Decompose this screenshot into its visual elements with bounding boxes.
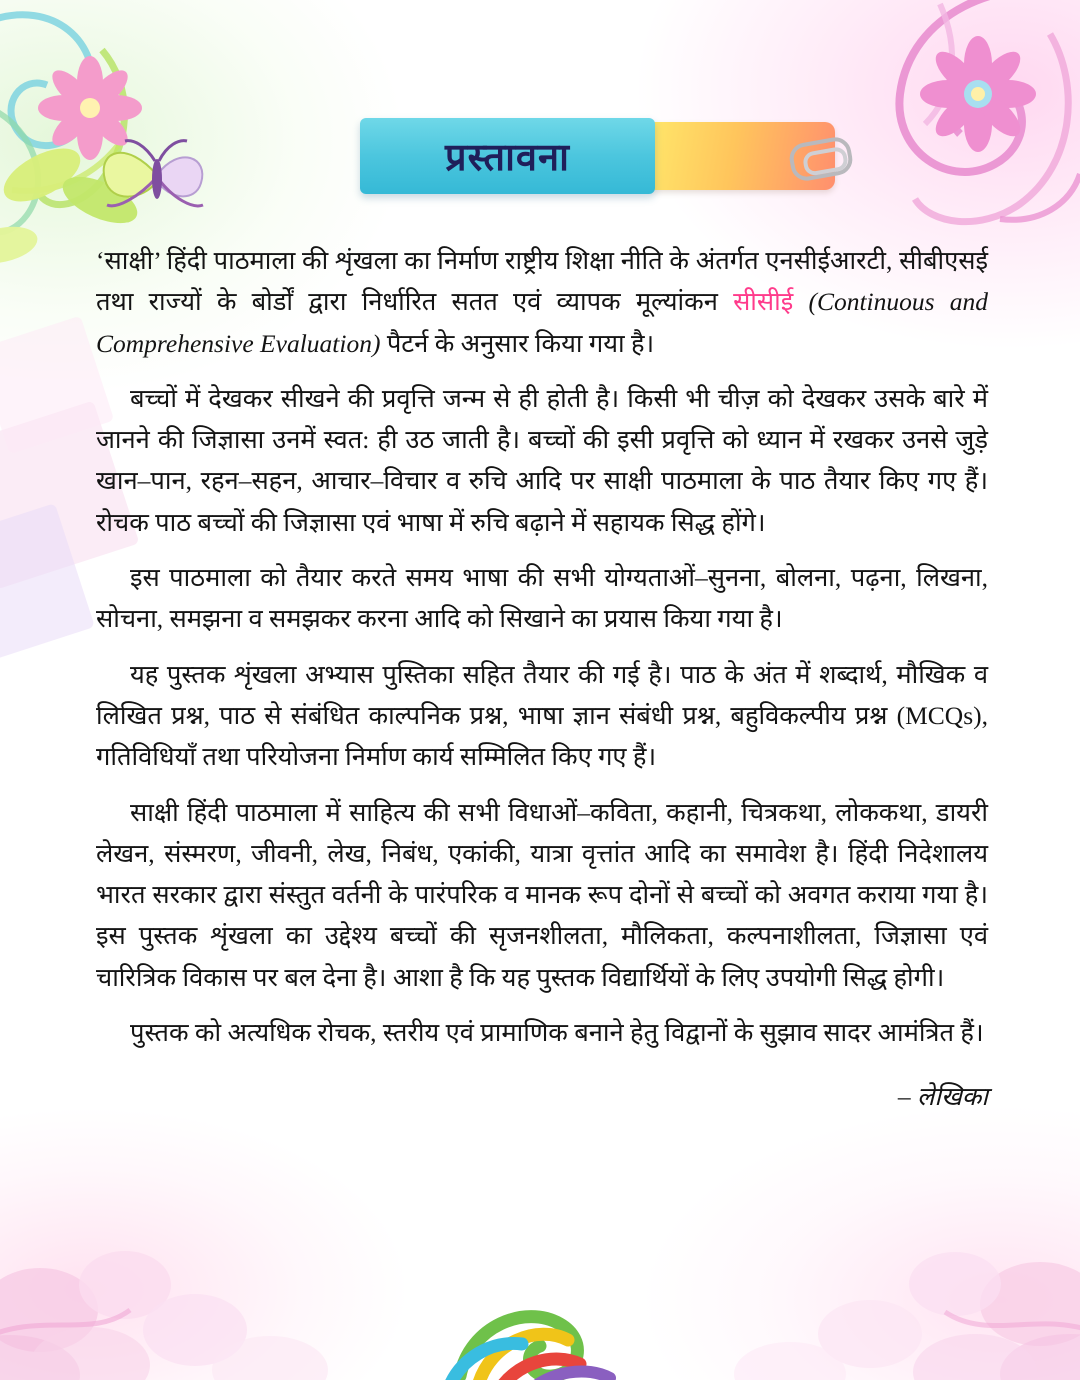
butterfly-icon — [104, 141, 203, 206]
paragraph-1-latin: (Continuous and Comprehensive Evaluation) — [96, 287, 989, 358]
floral-swirl-bottom-left-icon — [0, 1190, 340, 1380]
document-body — [96, 240, 988, 1113]
flower-bloom-icon — [920, 36, 1036, 152]
paragraph-1-highlight: सीसीई — [733, 287, 794, 317]
banner-title-plate — [360, 118, 655, 194]
floral-swirl-bottom-right-icon — [720, 1194, 1080, 1380]
paragraph-5: साक्षी हिंदी पाठमाला में साहित्य की सभी विधाओं–कविता, कहानी, चित्रकथा, लोककथा, डायरी लेखन, संस्मरण, जीवनी, लेख, निबंध, एकांकी, यात्रा वृत्तांत आदि का समावेश है। हिंदी निदेशालय भारत सरकार द्वारा संस्तुत वर्तनी के पारंपरिक व मानक रूप दोनों से बच्चों को अवगत कराया गया है। इस पुस्तक शृंखला का उद्देश्य बच्चों की सृजनशीलता, मौलिकता, कल्पनाशीलता, जिज्ञासा एवं चारित्रिक विकास पर बल देना है। आशा है कि यह पुस्तक विद्यार्थियों के लिए उपयोगी सिद्ध होगी। — [96, 797, 988, 992]
paragraph-1 — [96, 240, 988, 364]
flower-bloom-icon — [38, 56, 142, 160]
paragraph-1-seg-1: ‘साक्षी’ हिंदी पाठमाला की शृंखला का निर्माण राष्ट्रीय शिक्षा नीति के अंतर्गत एनसीईआरटी, सीबीएसई तथा राज्यों के बोर्डों द्वारा निर्धारित सतत एवं व्यापक मूल्यांकन — [96, 246, 988, 317]
paragraph-3: इस पाठमाला को तैयार करते समय भाषा की सभी योग्यताओं–सुनना, बोलना, पढ़ना, लिखना, सोचना, समझना व समझकर करना आदि को सिखाने का प्रयास किया गया है। — [96, 563, 988, 634]
page-title: प्रस्तावना — [445, 137, 570, 179]
colored-ribbon-bottom-icon — [430, 1266, 660, 1380]
paragraph-1-seg-4: पैटर्न के अनुसार किया गया है। — [386, 328, 655, 358]
paragraph-4: यह पुस्तक शृंखला अभ्यास पुस्तिका सहित तैयार की गई है। पाठ के अंत में शब्दार्थ, मौखिक व लिखित प्रश्न, पाठ से संबंधित काल्पनिक प्रश्न, भाषा ज्ञान संबंधी प्रश्न, बहुविकल्पीय प्रश्न (MCQs), गतिविधियाँ तथा परियोजना निर्माण कार्य सम्मिलित किए गए हैं। — [96, 659, 988, 772]
paragraph-6: पुस्तक को अत्यधिक रोचक, स्तरीय एवं प्रामाणिक बनाने हेतु विद्वानों के सुझाव सादर आमंत्रित हैं। — [130, 1018, 984, 1048]
paragraph-2: बच्चों में देखकर सीखने की प्रवृत्ति जन्म से ही होती है। किसी भी चीज़ को देखकर उसके बारे में जानने की जिज्ञासा उनमें स्वत: ही उठ जाती है। बच्चों की इसी प्रवृत्ति को ध्यान में रखकर उनसे जुड़े खान–पान, रहन–सहन, आचार–विचार व रुचि आदि पर साक्षी पाठमाला के पाठ तैयार किए गए हैं। रोचक पाठ बच्चों की जिज्ञासा एवं भाषा में रुचि बढ़ाने में सहायक सिद्ध होंगे। — [96, 383, 988, 537]
author-signature: – लेखिका — [897, 1082, 988, 1112]
heading-banner — [360, 118, 860, 198]
